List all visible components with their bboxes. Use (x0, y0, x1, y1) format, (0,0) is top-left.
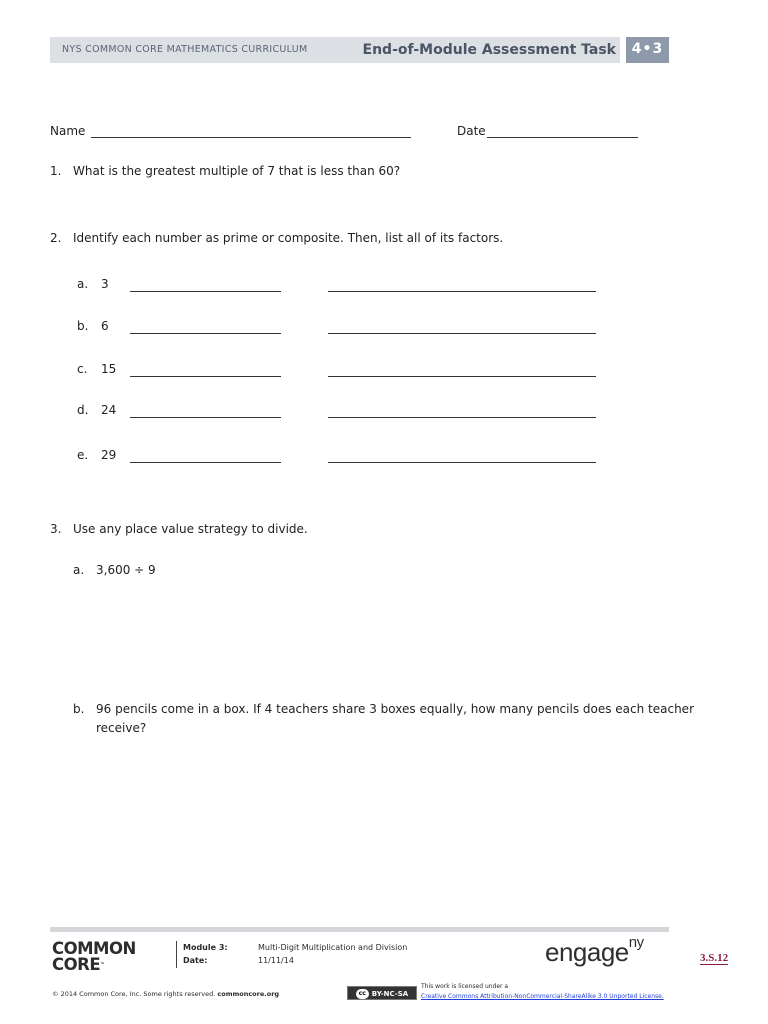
module-value: Multi-Digit Multiplication and Division (258, 943, 408, 952)
q2-number: 2. (50, 231, 62, 245)
prime-composite-field[interactable] (130, 462, 281, 463)
license-intro: This work is licensed under a (421, 983, 509, 990)
task-title: End-of-Module Assessment Task (362, 42, 616, 58)
engage-ny-text: ny (628, 934, 644, 952)
logo-trademark: ™ (100, 962, 105, 968)
q2-item-letter: d. (77, 403, 89, 417)
copyright-site[interactable]: commoncore.org (217, 990, 280, 998)
date-label: Date (457, 124, 486, 138)
factors-field[interactable] (328, 417, 596, 418)
date-field[interactable] (487, 137, 638, 138)
cc-license-badge[interactable] (347, 986, 417, 1000)
q1-text: What is the greatest multiple of 7 that is less than 60? (73, 164, 401, 178)
q1-number: 1. (50, 164, 62, 178)
q2-item-number: 3 (101, 277, 109, 291)
module-label: Module 3: (183, 943, 228, 952)
q2-item-letter: a. (77, 277, 89, 291)
q3b-text-line2: receive? (96, 721, 147, 735)
q3a-text: 3,600 ÷ 9 (96, 563, 156, 577)
license-link[interactable]: Creative Commons Attribution-NonCommercial-ShareAlike 3.0 Unported License. (421, 993, 664, 1000)
factors-field[interactable] (328, 376, 596, 377)
prime-composite-field[interactable] (130, 417, 281, 418)
logo-line-2: CORE (52, 955, 101, 974)
q2-text: Identify each number as prime or composite. Then, list all of its factors. (73, 231, 504, 245)
footer-rule (50, 927, 669, 932)
grade-module-badge: 4•3 (626, 37, 669, 63)
prime-composite-field[interactable] (130, 291, 281, 292)
q3b-letter: b. (73, 702, 85, 716)
license-badge-text: BY-NC-SA (371, 990, 409, 998)
date-meta-label: Date: (183, 956, 208, 965)
copyright (52, 990, 279, 998)
engage-text: engage (545, 937, 629, 967)
prime-composite-field[interactable] (130, 376, 281, 377)
cc-icon: cc (356, 989, 369, 999)
prime-composite-field[interactable] (130, 333, 281, 334)
q3-text: Use any place value strategy to divide. (73, 522, 308, 536)
date-meta-value: 11/11/14 (258, 956, 294, 965)
factors-field[interactable] (328, 291, 596, 292)
footer-divider (176, 941, 177, 968)
factors-field[interactable] (328, 462, 596, 463)
q2-item-number: 6 (101, 319, 109, 333)
logo-line-1: COMMON (52, 939, 136, 958)
q3b-text-line1: 96 pencils come in a box. If 4 teachers share 3 boxes equally, how many pencils does each teacher (96, 702, 695, 716)
q2-item-letter: b. (77, 319, 89, 333)
curriculum-title: NYS COMMON CORE MATHEMATICS CURRICULUM (62, 44, 308, 55)
q3-number: 3. (50, 522, 62, 536)
q2-item-letter: e. (77, 448, 89, 462)
copyright-text: © 2014 Common Core, Inc. Some rights reserved. (52, 990, 216, 998)
q2-item-number: 15 (101, 362, 117, 376)
page-number: 3.S.12 (700, 952, 729, 964)
q2-item-number: 29 (101, 448, 117, 462)
engageny-logo (545, 934, 644, 968)
factors-field[interactable] (328, 333, 596, 334)
q3a-letter: a. (73, 563, 85, 577)
name-label: Name (50, 124, 86, 138)
q2-item-number: 24 (101, 403, 117, 417)
name-field[interactable] (91, 137, 411, 138)
q2-item-letter: c. (77, 362, 88, 376)
common-core-logo (52, 941, 136, 973)
